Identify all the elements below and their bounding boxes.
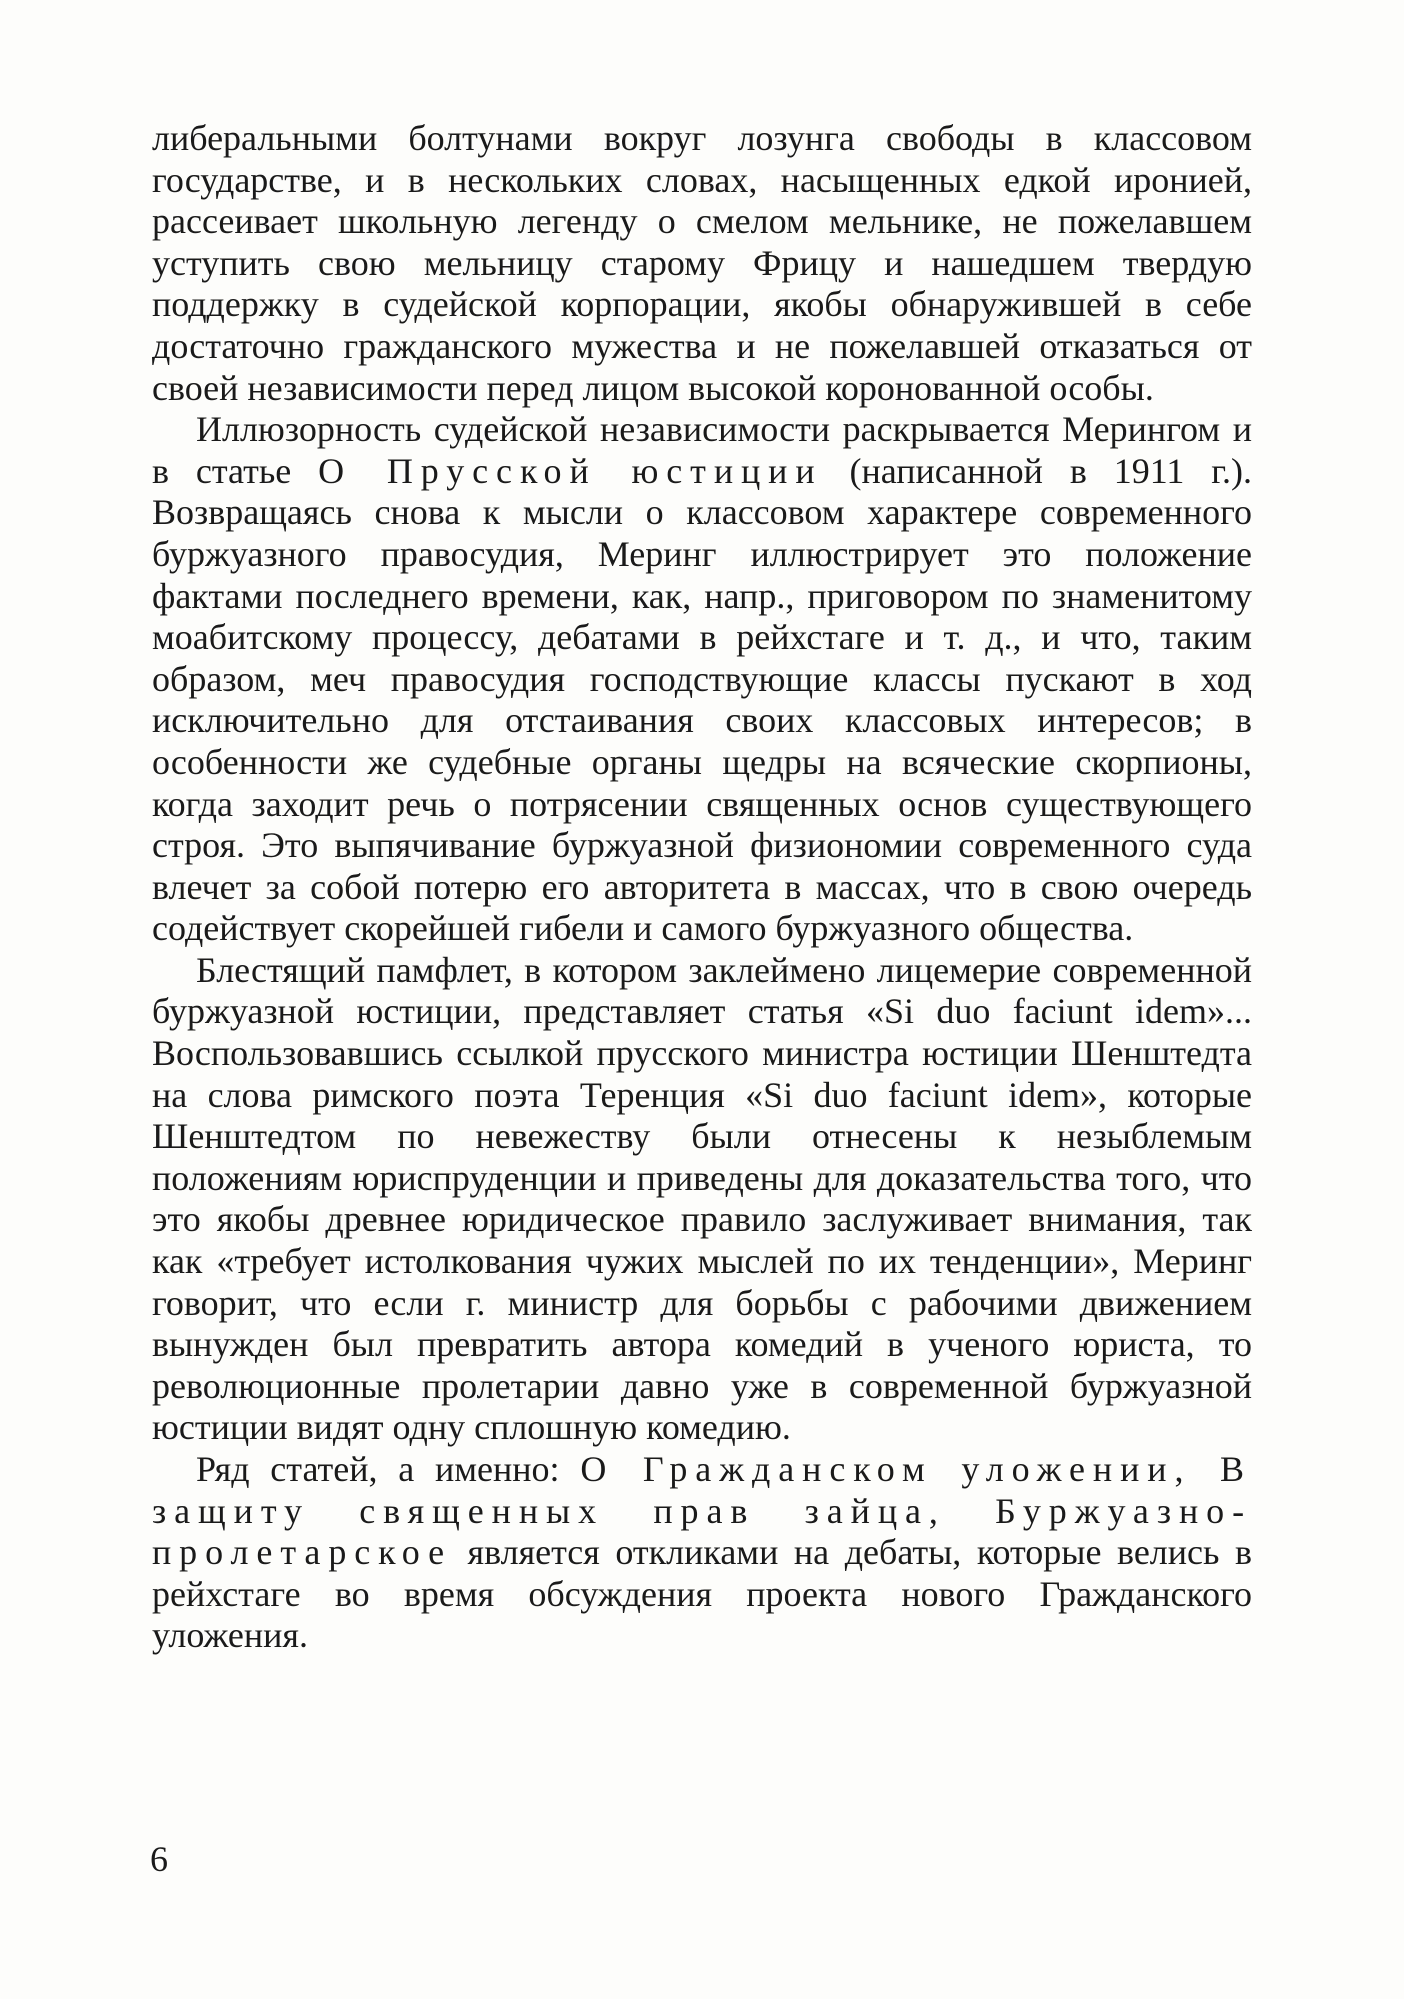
paragraph-2 (152, 409, 1252, 950)
paragraph-2-text-start: Иллюзорность судейской независимости раскрывается Мерингом и в статье (152, 409, 1252, 491)
paragraph-2-text-rest: (написанной в 1911 г.). Возвращаясь снова к мысли о классовом характере современного буржуазного правосудия, Меринг иллюстрирует это положение фактами последнего времени, как, напр., приговором по знаменитому моабитскому процессу, дебатами в рейхстаге и т. д., и что, таким образом, меч правосудия господствующие классы пускают в ход исключительно для отстаивания своих классовых интересов; в особенности же судебные органы щедры на всяческие скорпионы, когда заходит речь о потрясении священных основ существующего строя. Это выпячивание буржуазной физиономии современного суда влечет за собой потерю его авторитета в массах, что в свою очередь содействует скорейшей гибели и самого буржуазного общества. (152, 450, 1253, 949)
paragraph-3-text: Блестящий памфлет, в котором заклеймено лицемерие современной буржуазной юстиции, представляет статья «Si duo faciunt idem»... Воспользовавшись ссылкой прусского министра юстиции Шенштедта на слова римского поэта Теренция «Si duo faciunt idem», которые Шенштедтом по невежеству были отнесены к незыблемым положениям юриспруденции и приведены для доказательства того, что это якобы древнее юридическое правило заслуживает внимания, так как «требует истолкования чужих мыслей по их тенденции», Меринг говорит, что если г. министр для борьбы с рабочими движением вынужден был превратить автора комедий в ученого юриста, то революционные пролетарии давно уже в современной буржуазной юстиции видят одну сплошную комедию. (152, 949, 1252, 1448)
article-title-prussian-justice: О Прусской юстиции (318, 450, 823, 491)
paragraph-4-text-rest: является откликами на дебаты, которые велись в рейхстаге во время обсуждения проекта нового Гражданского уложения. (152, 1532, 1252, 1656)
paragraph-1 (152, 118, 1252, 409)
body-text (152, 118, 1252, 1657)
page-number: 6 (150, 1839, 168, 1879)
article-titles-civil-code: О Гражданском уложении, В защиту священных прав зайца, Буржуазно-пролетарское (152, 1449, 1252, 1573)
paragraph-1-text: либеральными болтунами вокруг лозунга свободы в классовом государстве, и в нескольких словах, насыщенных едкой иронией, рассеивает школьную легенду о смелом мельнике, не пожелавшем уступить свою мельницу старому Фрицу и нашедшем твердую поддержку в судейской корпорации, якобы обнаружившей в себе достаточно гражданского мужества и не пожелавшей отказаться от своей независимости перед лицом высокой коронованной особы. (152, 118, 1252, 408)
paragraph-3 (152, 950, 1252, 1449)
paragraph-4-text-start: Ряд статей, а именно: (196, 1449, 581, 1489)
paragraph-4 (152, 1449, 1252, 1657)
